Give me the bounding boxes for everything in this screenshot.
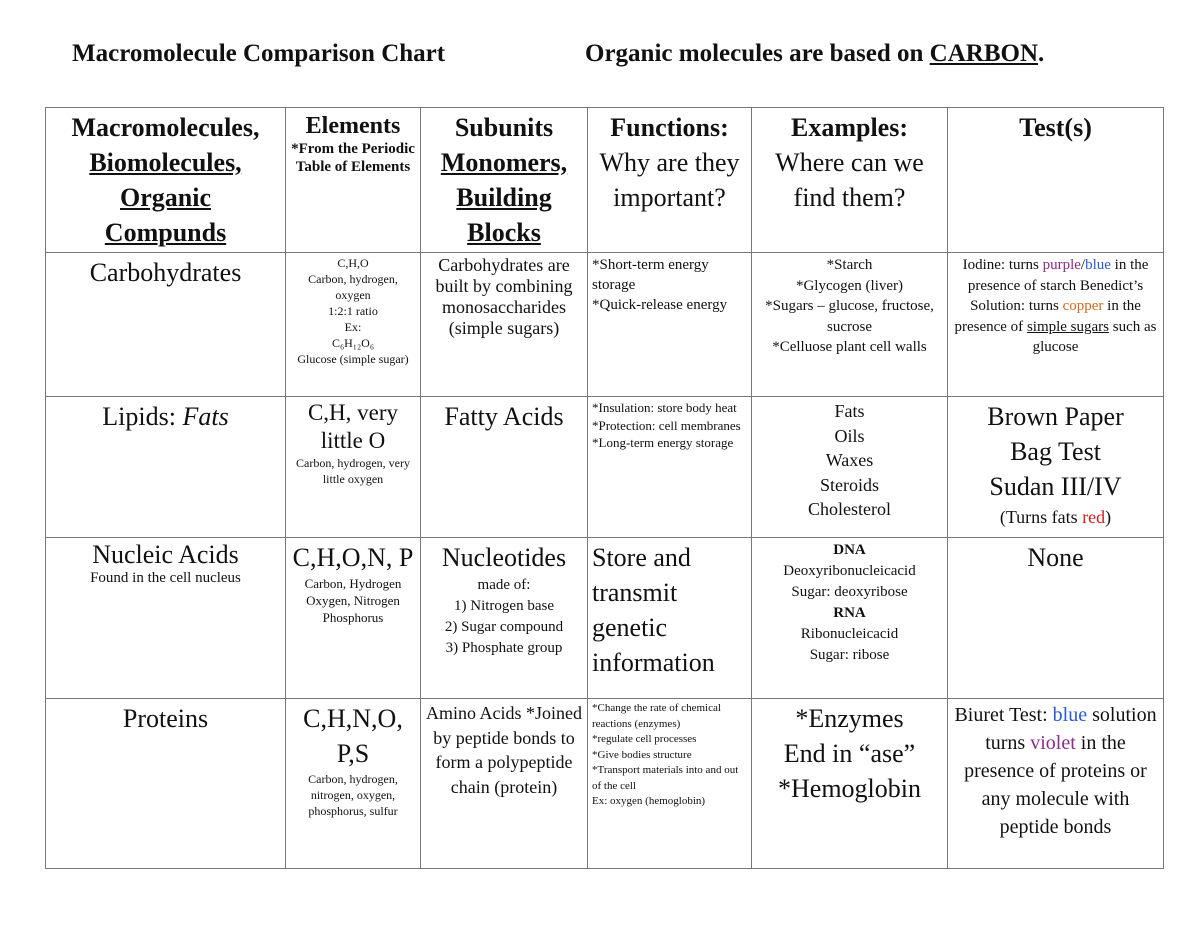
carbs-tests	[948, 253, 1164, 397]
header-text: Compunds	[104, 218, 227, 247]
carbs-subunits: Carbohydrates are built by combining monosaccharides (simple sugars)	[421, 253, 588, 397]
cell-text: C₆H₁₂O₆	[331, 336, 375, 350]
cell-text: *Short-term energy storage	[592, 257, 709, 293]
cell-text: *Starch	[826, 257, 873, 273]
cell-text: Carbon, hydrogen, oxygen	[308, 272, 398, 302]
header-subunits	[421, 108, 588, 253]
cell-text: *Enzymes	[795, 704, 904, 733]
lipids-functions	[588, 397, 752, 538]
table-row	[46, 397, 1164, 538]
cell-text: Oils	[834, 425, 865, 446]
cell-text: *Glycogen (liver)	[795, 277, 904, 294]
cell-text: in the presence of starch Benedict’s Solution: turns	[967, 257, 1149, 314]
header-text: Monomers,	[440, 148, 568, 177]
color-word-blue: blue	[1085, 257, 1111, 273]
cell-text: such as glucose	[1032, 318, 1157, 355]
header-macromolecules	[46, 108, 286, 253]
cell-text: made of:	[477, 577, 531, 593]
row-name-nucleic-acids	[46, 538, 286, 699]
cell-text: Biuret Test:	[954, 704, 1053, 726]
header-text: Blocks	[467, 218, 541, 247]
cell-text: *Long-term energy storage	[592, 435, 734, 450]
cell-text: Cholesterol	[808, 499, 891, 519]
row-name-lipids	[46, 397, 286, 538]
nucleic-functions: Store and transmit genetic information	[588, 538, 752, 699]
carbs-examples	[752, 253, 948, 397]
cell-text: 1:2:1 ratio	[328, 304, 378, 318]
proteins-tests	[948, 699, 1164, 869]
cell-text: Bag Test	[1010, 437, 1101, 466]
table-row	[46, 699, 1164, 869]
cell-text: in the presence of proteins or any molecule with peptide bonds	[964, 732, 1147, 838]
cell-text: Carbon, hydrogen, nitrogen, oxygen, phosphorus, sulfur	[308, 772, 398, 818]
table-row	[46, 538, 1164, 699]
cell-text: Fats	[182, 402, 229, 431]
lipids-examples	[752, 397, 948, 538]
color-word-red: red	[1082, 507, 1106, 527]
header-text: Examples:	[791, 113, 908, 142]
nucleic-tests: None	[948, 538, 1164, 699]
color-word-purple: purple	[1042, 257, 1081, 273]
subtitle-prefix: Organic molecules are based on	[585, 40, 930, 67]
cell-text: Brown Paper	[987, 402, 1124, 431]
cell-text: Sudan III/IV	[989, 472, 1122, 501]
cell-text: *Sugars – glucose, fructose, sucrose	[765, 298, 934, 335]
color-word-copper: copper	[1062, 298, 1104, 314]
header-text: Elements	[305, 113, 401, 139]
cell-text: RNA	[833, 605, 866, 621]
cell-text: simple sugars	[1026, 318, 1110, 335]
cell-text: Nucleotides	[441, 543, 567, 572]
carbs-functions	[588, 253, 752, 397]
cell-text: *Celluose plant cell walls	[772, 339, 927, 355]
carbs-elements	[286, 253, 421, 397]
cell-text: Steroids	[819, 474, 879, 495]
header-functions	[588, 108, 752, 253]
cell-text: DNA	[833, 542, 866, 558]
cell-text: *Transport materials into and out of the cell	[592, 764, 739, 792]
header-text: Functions:	[610, 113, 729, 142]
cell-text: )	[1105, 507, 1112, 527]
cell-text: Deoxyribonucleicacid	[783, 563, 916, 579]
cell-text: *Protection: cell membranes	[592, 417, 741, 433]
header-text: Test(s)	[1019, 113, 1092, 142]
header-text: Biomolecules,	[89, 148, 242, 177]
lipids-subunits: Fatty Acids	[421, 397, 588, 538]
lipids-elements	[286, 397, 421, 538]
row-name-proteins: Proteins	[46, 699, 286, 869]
header-text: Where can we find them?	[775, 148, 924, 212]
cell-text: solution turns	[985, 704, 1157, 754]
page-title: Macromolecule Comparison Chart	[72, 40, 446, 67]
cell-text: 3) Phosphate group	[445, 640, 563, 656]
header-text: Macromolecules,	[71, 113, 260, 142]
proteins-subunits: Amino Acids *Joined by peptide bonds to form a polypeptide chain (protein)	[421, 699, 588, 869]
proteins-functions	[588, 699, 752, 869]
proteins-elements	[286, 699, 421, 869]
nucleic-elements	[286, 538, 421, 699]
cell-text: *Hemoglobin	[778, 774, 921, 803]
table-row	[46, 253, 1164, 397]
color-word-blue: blue	[1052, 704, 1088, 726]
cell-text: Nucleic Acids	[92, 540, 239, 569]
header-row	[46, 108, 1164, 253]
cell-text: Carbon, Hydrogen Oxygen, Nitrogen Phosphorus	[304, 576, 402, 625]
cell-text: Waxes	[825, 450, 874, 470]
header-text: Organic	[120, 183, 211, 212]
cell-text: Lipids:	[102, 402, 183, 431]
cell-text: Sugar: deoxyribose	[791, 584, 908, 600]
cell-text: Ex:	[344, 320, 362, 334]
lipids-tests	[948, 397, 1164, 538]
cell-text: Ex: oxygen (hemoglobin)	[592, 795, 706, 807]
cell-text: Sugar: ribose	[809, 647, 890, 663]
cell-text: in the presence of	[954, 298, 1141, 335]
header-text: Why are they important?	[599, 148, 740, 212]
header-subtext: *From the Periodic Table of Elements	[291, 141, 415, 175]
page-subtitle	[585, 40, 1044, 68]
cell-text: /	[1080, 257, 1086, 273]
cell-text: 2) Sugar compound	[444, 619, 564, 635]
color-word-violet: violet	[1030, 732, 1076, 754]
cell-text: Ribonucleicacid	[800, 626, 899, 642]
cell-text: *Give bodies structure	[592, 748, 692, 761]
cell-text: Fats	[834, 401, 865, 421]
cell-text: Iodine: turns	[962, 257, 1043, 273]
cell-text: *Change the rate of chemical reactions (enzymes)	[592, 702, 721, 730]
cell-text: Found in the cell nucleus	[90, 570, 241, 586]
nucleic-examples	[752, 538, 948, 699]
header-text: Building	[456, 183, 552, 212]
cell-text: (Turns fats	[999, 507, 1083, 527]
proteins-examples	[752, 699, 948, 869]
cell-text: C,H,N,O, P,S	[303, 704, 403, 768]
header-elements	[286, 108, 421, 253]
cell-text: C,H,O	[337, 256, 369, 270]
cell-text: C,H, very little O	[307, 400, 399, 453]
cell-text: 1) Nitrogen base	[454, 598, 554, 614]
header-text: Subunits	[454, 113, 554, 142]
cell-text: C,H,O,N, P	[292, 543, 414, 572]
comparison-table	[45, 107, 1164, 869]
cell-text: *Quick-release energy	[592, 297, 728, 313]
cell-text: *Insulation: store body heat	[592, 400, 737, 415]
header-tests	[948, 108, 1164, 253]
subtitle-keyword: CARBON	[929, 40, 1038, 67]
row-name-carbohydrates: Carbohydrates	[46, 253, 286, 397]
cell-text: Glucose (simple sugar)	[297, 352, 409, 366]
nucleic-subunits	[421, 538, 588, 699]
subtitle-suffix: .	[1038, 40, 1045, 67]
cell-text: End in “ase”	[783, 739, 916, 768]
cell-text: *regulate cell processes	[592, 733, 697, 745]
header-examples	[752, 108, 948, 253]
cell-text: Carbon, hydrogen, very little oxygen	[296, 456, 410, 486]
